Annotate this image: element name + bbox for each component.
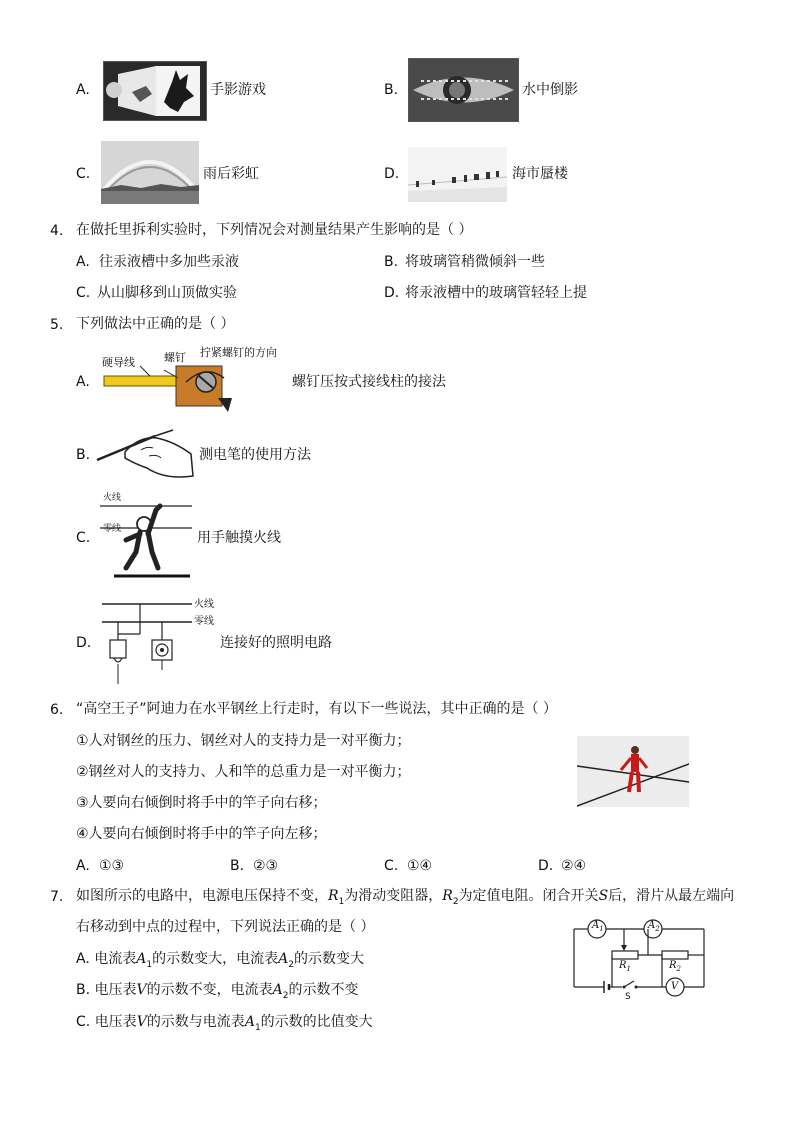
option-text: 从山脚移到山顶做实验	[97, 285, 237, 301]
figure-label-screw: 螺钉	[164, 351, 186, 364]
resistor-r1-label: $R_1$	[619, 960, 631, 973]
option-letter: D.	[76, 635, 92, 651]
option-letter: D.	[384, 166, 400, 182]
option-text: ②④	[561, 858, 587, 874]
option-letter: A.	[76, 374, 90, 390]
option-letter: A.	[76, 82, 90, 98]
touch-live-wire-figure	[96, 496, 196, 582]
water-reflection-image	[408, 58, 519, 122]
statement-1: ①人对钢丝的压力、钢丝对人的支持力是一对平衡力；	[76, 733, 411, 749]
switch-label: S	[625, 992, 631, 1002]
option-text: ②③	[253, 858, 279, 874]
option-text: 海市蜃楼	[512, 166, 568, 182]
option-text: 将玻璃管稍微倾斜一些	[405, 254, 545, 270]
option-letter: B.	[230, 858, 245, 874]
option-line: C. 电压表V的示数与电流表$A_1$的示数的比值变大	[76, 1014, 373, 1033]
option-letter: A.	[76, 858, 90, 874]
question-stem: “高空王子”阿迪力在水平钢丝上行走时，有以下一些说法，其中正确的是（ ）	[76, 701, 557, 717]
figure-label-direction: 拧紧螺钉的方向	[200, 346, 277, 359]
option-letter: B.	[76, 447, 91, 463]
option-letter: C.	[384, 858, 399, 874]
option-letter: C.	[76, 166, 91, 182]
option-letter: B.	[384, 254, 399, 270]
ammeter-a2-label: $A_2$	[648, 920, 660, 933]
test-pen-figure	[95, 424, 197, 482]
option-letter: D.	[538, 858, 554, 874]
option-text: 雨后彩虹	[203, 166, 259, 182]
option-text: 水中倒影	[522, 82, 578, 98]
question-number: 7.	[50, 889, 64, 905]
circuit-diagram	[568, 915, 712, 1005]
figure-label-neutral: 零线	[103, 524, 122, 534]
statement-3: ③人要向右倾倒时将手中的竿子向右移；	[76, 795, 327, 811]
option-text: 螺钉压按式接线柱的接法	[292, 374, 446, 390]
question-number: 4.	[50, 223, 64, 239]
figure-label-neutral: 零线	[194, 616, 214, 627]
option-letter: A.	[76, 254, 90, 270]
statement-2: ②钢丝对人的支持力、人和竿的总重力是一对平衡力；	[76, 764, 411, 780]
statement-4: ④人要向右倾倒时将手中的竿子向左移；	[76, 826, 327, 842]
question-number: 6.	[50, 702, 64, 718]
option-text: 将汞液槽中的玻璃管轻轻上提	[405, 285, 587, 301]
figure-label-live: 火线	[103, 493, 122, 503]
tightrope-walker-image	[577, 736, 689, 807]
option-letter: C.	[76, 530, 91, 546]
option-text: 往汞液槽中多加些汞液	[99, 254, 239, 270]
option-text: 连接好的照明电路	[220, 635, 332, 651]
question-stem: 下列做法中正确的是（ ）	[76, 316, 235, 332]
option-text: 用手触摸火线	[197, 530, 281, 546]
question-stem: 在做托里拆利实验时，下列情况会对测量结果产生影响的是（ ）	[76, 222, 473, 238]
figure-label-wire: 硬导线	[102, 356, 135, 369]
option-text: ①④	[407, 858, 433, 874]
option-letter: B.	[384, 82, 399, 98]
mirage-image	[408, 147, 507, 202]
question-stem-line-2: 右移动到中点的过程中，下列说法正确的是（ ）	[76, 919, 375, 935]
option-letter: D.	[384, 285, 400, 301]
option-letter: C.	[76, 285, 91, 301]
voltmeter-label: V	[671, 981, 679, 992]
option-text: 手影游戏	[210, 82, 266, 98]
option-line: A. 电流表$A_1$的示数变大，电流表$A_2$的示数变大	[76, 951, 364, 970]
option-text: ①③	[99, 858, 125, 874]
question-stem-line-1: 如图所示的电路中，电源电压保持不变，$R_1$为滑动变阻器，$R_2$为定值电阻。闭合开关S后，滑片从最左端向	[76, 888, 735, 907]
question-number: 5.	[50, 317, 64, 333]
option-line: B. 电压表V的示数不变，电流表$A_2$的示数不变	[76, 982, 359, 1001]
hand-shadow-image	[103, 61, 207, 121]
rainbow-image	[101, 141, 199, 204]
lighting-circuit-figure	[100, 596, 196, 688]
terminal-screw-figure	[100, 362, 250, 414]
resistor-r2-label: $R_2$	[669, 960, 681, 973]
option-text: 测电笔的使用方法	[199, 447, 311, 463]
figure-label-live: 火线	[194, 599, 214, 610]
ammeter-a1-label: $A_1$	[592, 920, 604, 933]
